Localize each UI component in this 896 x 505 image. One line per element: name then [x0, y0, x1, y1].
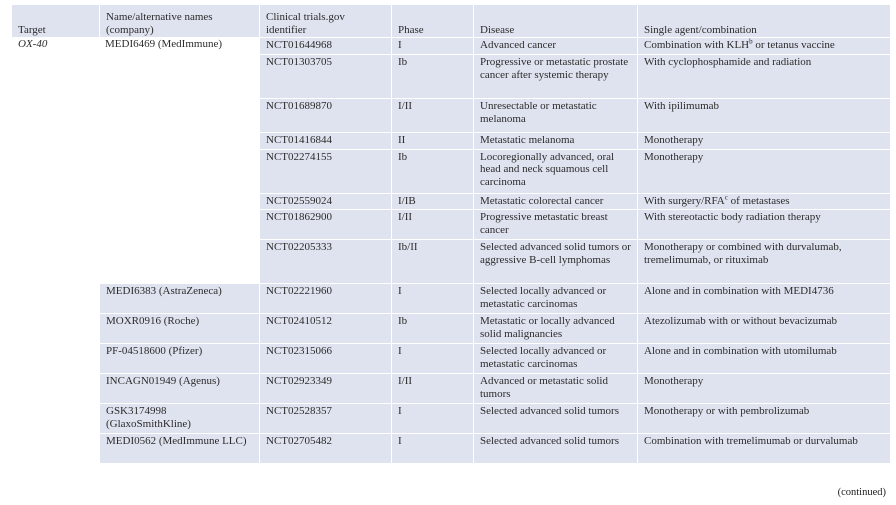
agent-text-pre: Combination with KLH: [644, 39, 750, 51]
agent-text-post: of metastases: [727, 194, 790, 207]
agent-cell: Alone and in combination with MEDI4736: [637, 283, 890, 313]
phase-cell: I/II: [391, 98, 473, 132]
phase-cell: I: [391, 37, 473, 54]
nct-cell: NCT01644968: [259, 37, 391, 54]
header-agent: Single agent/combination: [637, 5, 890, 37]
table-row: [12, 283, 890, 313]
phase-cell: Ib: [391, 313, 473, 343]
table-row: [12, 373, 890, 403]
name-cell: MEDI6383 (AstraZeneca): [99, 283, 259, 313]
agent-cell: Monotherapy or with pembrolizumab: [637, 403, 890, 433]
name-cell: PF-04518600 (Pfizer): [99, 343, 259, 373]
name-cell: GSK3174998 (GlaxoSmithKline): [99, 403, 259, 433]
phase-cell: I: [391, 343, 473, 373]
nct-cell: NCT02528357: [259, 403, 391, 433]
phase-cell: I: [391, 403, 473, 433]
agent-cell: With stereotactic body radiation therapy: [637, 209, 890, 239]
phase-cell: II: [391, 132, 473, 149]
name-cell: MEDI0562 (MedImmune LLC): [99, 433, 259, 463]
phase-cell: Ib: [391, 54, 473, 98]
table-row: [12, 313, 890, 343]
table-row: [12, 433, 890, 463]
header-nct: Clinical trials.gov identifier: [259, 5, 391, 37]
disease-cell: Advanced cancer: [473, 37, 637, 54]
nct-cell: NCT02559024: [259, 193, 391, 210]
nct-cell: NCT02705482: [259, 433, 391, 463]
agent-cell: Atezolizumab with or without bevacizumab: [637, 313, 890, 343]
disease-cell: Selected advanced solid tumors: [473, 403, 637, 433]
header-disease: Disease: [473, 5, 637, 37]
disease-cell: Unresectable or metastatic melanoma: [473, 98, 637, 132]
disease-cell: Advanced or metastatic solid tumors: [473, 373, 637, 403]
nct-cell: NCT01689870: [259, 98, 391, 132]
table-row: [12, 37, 890, 54]
agent-cell: Monotherapy: [637, 132, 890, 149]
agent-cell: With cyclophosphamide and radiation: [637, 54, 890, 98]
disease-cell: Metastatic or locally advanced solid malignancies: [473, 313, 637, 343]
agent-cell: [637, 193, 890, 210]
header-name: Name/alternative names (company): [99, 5, 259, 37]
target-label: OX-40: [18, 38, 48, 50]
nct-cell: NCT02923349: [259, 373, 391, 403]
nct-cell: NCT01416844: [259, 132, 391, 149]
footnote-c: c: [724, 192, 728, 201]
agent-cell: Monotherapy: [637, 149, 890, 193]
nct-cell: NCT01303705: [259, 54, 391, 98]
continued-note: (continued): [837, 487, 886, 498]
agent-text-pre: With surgery/RFA: [644, 194, 725, 207]
nct-cell: NCT02221960: [259, 283, 391, 313]
name-cell: MEDI6469 (MedImmune): [99, 37, 259, 283]
header-phase: Phase: [391, 5, 473, 37]
name-cell: INCAGN01949 (Agenus): [99, 373, 259, 403]
agent-cell: Monotherapy or combined with durvalumab, tremelimumab, or rituximab: [637, 239, 890, 283]
disease-cell: Selected advanced solid tumors: [473, 433, 637, 463]
nct-cell: NCT02315066: [259, 343, 391, 373]
agent-text-post: or tetanus vaccine: [752, 39, 835, 51]
phase-cell: Ib: [391, 149, 473, 193]
table-row: [12, 403, 890, 433]
nct-cell: NCT02410512: [259, 313, 391, 343]
agent-cell: [637, 37, 890, 54]
disease-cell: Selected locally advanced or metastatic carcinomas: [473, 343, 637, 373]
target-cell: [12, 37, 99, 463]
nct-cell: NCT01862900: [259, 209, 391, 239]
phase-cell: I/IB: [391, 193, 473, 210]
phase-cell: I/II: [391, 209, 473, 239]
table-header-row: [12, 5, 890, 37]
footnote-b: b: [749, 37, 753, 46]
phase-cell: I/II: [391, 373, 473, 403]
agent-cell: Alone and in combination with utomilumab: [637, 343, 890, 373]
nct-cell: NCT02274155: [259, 149, 391, 193]
nct-cell: NCT02205333: [259, 239, 391, 283]
table-row: [12, 343, 890, 373]
name-cell: MOXR0916 (Roche): [99, 313, 259, 343]
disease-cell: Selected locally advanced or metastatic carcinomas: [473, 283, 637, 313]
trials-table: [12, 5, 890, 463]
phase-cell: Ib/II: [391, 239, 473, 283]
disease-cell: Locoregionally advanced, oral head and neck squamous cell carcinoma: [473, 149, 637, 193]
phase-cell: I: [391, 433, 473, 463]
header-target: Target: [12, 5, 99, 37]
disease-cell: Metastatic colorectal cancer: [473, 193, 637, 210]
agent-cell: Combination with tremelimumab or durvalumab: [637, 433, 890, 463]
disease-cell: Metastatic melanoma: [473, 132, 637, 149]
disease-cell: Progressive metastatic breast cancer: [473, 209, 637, 239]
phase-cell: I: [391, 283, 473, 313]
trials-table-container: [12, 5, 890, 463]
disease-cell: Selected advanced solid tumors or aggressive B-cell lymphomas: [473, 239, 637, 283]
agent-cell: Monotherapy: [637, 373, 890, 403]
disease-cell: Progressive or metastatic prostate cancer after systemic therapy: [473, 54, 637, 98]
agent-cell: With ipilimumab: [637, 98, 890, 132]
